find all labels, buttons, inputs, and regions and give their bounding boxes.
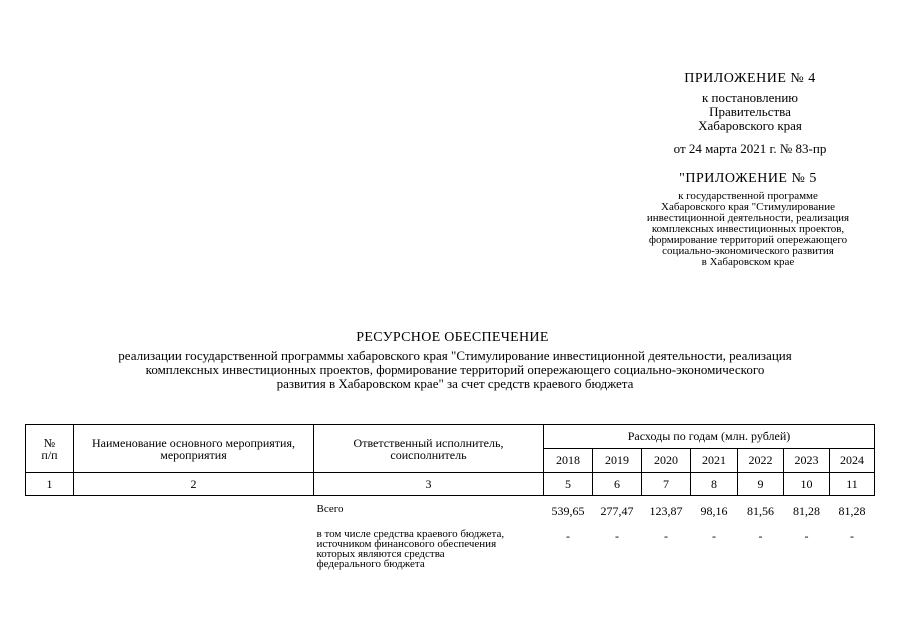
column-number: 5 [544,473,593,496]
value-cell: 277,47 [600,504,634,518]
year-cell: 2020 [642,449,691,473]
value-cell: 98,16 [700,504,728,518]
appendix-5-line: к государственной программе [678,190,818,202]
header-expenses: Расходы по годам (млн. рублей) [544,425,875,449]
header-num-line: № [43,435,56,450]
column-number: 8 [691,473,738,496]
value-cell: - [850,529,854,543]
header-name-line: мероприятия [160,447,227,462]
year-cell: 2019 [593,449,642,473]
document-title: РЕСУРСНОЕ ОБЕСПЕЧЕНИЕ [356,330,549,345]
appendix-5-line: в Хабаровском крае [701,256,795,268]
document-subtitle [60,349,850,391]
header-num [26,425,74,473]
value-cell: 539,65 [551,504,585,518]
header-executor [314,425,544,473]
table-row [26,496,875,520]
row-label-line: источником финансового обеспечения [316,538,497,550]
appendix-4-title: ПРИЛОЖЕНИЕ № 4 [684,71,816,86]
header-executor-line: соисполнитель [390,447,467,462]
appendix-5-line: Хабаровского края "Стимулирование [661,201,835,213]
appendix-4-line-1: к постановлению [701,90,799,105]
appendix-4-line-3: Хабаровского края [698,118,802,133]
header-name [74,425,314,473]
appendix-5-header [628,171,868,268]
row-label-line: федерального бюджета [316,558,425,570]
column-number: 3 [314,473,544,496]
year-cell: 2023 [784,449,830,473]
value-cell: - [712,529,716,543]
row-label [314,519,544,569]
column-number: 11 [830,473,875,496]
row-label: Всего [316,503,344,515]
appendix-4-date: от 24 марта 2021 г. № 83-пр [673,141,827,156]
appendix-5-line: социально-экономического развития [662,245,834,257]
appendix-4-line-2: Правительства [709,104,791,119]
column-number: 10 [784,473,830,496]
table-row [26,519,875,569]
value-cell: 81,28 [793,504,820,518]
appendix-5-line: комплексных инвестиционных проектов, [651,223,845,235]
appendix-5-line: инвестиционной деятельности, реализация [646,212,850,224]
year-cell: 2021 [691,449,738,473]
column-number: 1 [26,473,74,496]
value-cell: - [758,529,763,543]
appendix-5-title: "ПРИЛОЖЕНИЕ № 5 [679,171,817,186]
year-cell: 2024 [830,449,875,473]
appendix-5-line: формирование территорий опережающего [648,234,848,246]
appendix-4-header [640,72,860,156]
value-cell: - [566,529,570,543]
header-name-line: Наименование основного мероприятия, [92,435,295,450]
value-cell: - [615,529,619,543]
column-number: 9 [738,473,784,496]
subtitle-line: реализации государственной программы хабаровского края "Стимулирование инвестиционной деятельности, реализация [118,348,792,363]
header-executor-line: Ответственный исполнитель, [353,435,504,450]
subtitle-line: комплексных инвестиционных проектов, формирование территорий опережающего социально-экономического [145,362,765,377]
column-number: 2 [74,473,314,496]
year-cell: 2022 [738,449,784,473]
header-num-line: п/п [41,447,58,462]
year-cell: 2018 [544,449,593,473]
value-cell: 81,28 [838,504,866,518]
value-cell: - [664,529,668,543]
row-label-line: которых являются средства [316,548,445,560]
row-label-line: в том числе средства краевого бюджета, [316,528,505,540]
subtitle-line: развития в Хабаровском крае" за счет средств краевого бюджета [276,376,634,391]
resource-table [25,424,875,569]
value-cell: 81,56 [747,504,774,518]
value-cell: 123,87 [649,504,683,518]
column-number: 6 [593,473,642,496]
value-cell: - [804,529,809,543]
column-number: 7 [642,473,691,496]
